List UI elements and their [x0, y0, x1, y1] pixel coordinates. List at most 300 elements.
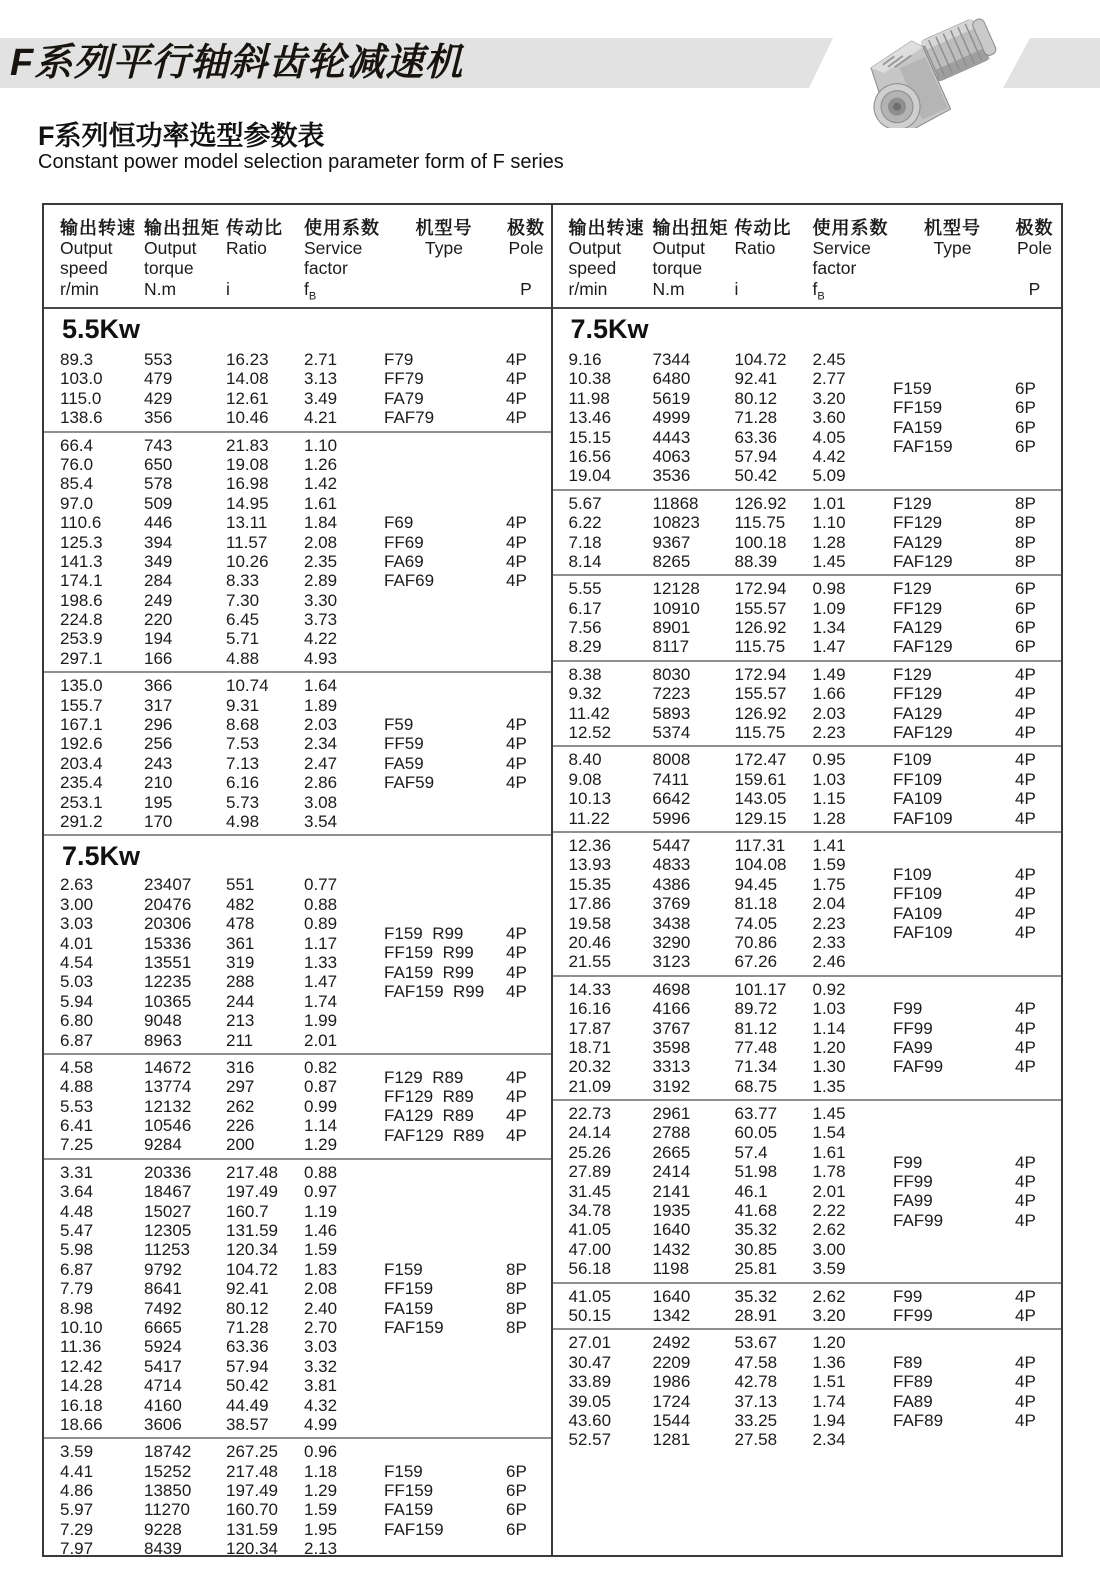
cell-output-speed: 97.0	[60, 493, 94, 513]
table-row	[60, 1442, 384, 1461]
cell-service-factor: 0.95	[812, 750, 846, 770]
type-row	[893, 533, 1061, 552]
cell-ratio: 67.26	[734, 952, 778, 972]
cell-service-factor: 2.33	[812, 932, 846, 952]
type-row	[384, 734, 552, 753]
cell-type: FAF59	[384, 773, 435, 793]
data-block	[553, 660, 1062, 746]
cell-output-speed: 5.97	[60, 1500, 94, 1520]
cell-output-speed: 50.15	[568, 1305, 612, 1325]
table-row	[60, 1202, 384, 1221]
cell-ratio: 197.49	[226, 1481, 278, 1501]
cell-ratio: 37.13	[734, 1391, 778, 1411]
cell-service-factor: 3.60	[812, 408, 846, 428]
cell-service-factor: 3.54	[304, 811, 338, 831]
cell-pole: 4P	[506, 388, 527, 408]
cell-output-speed: 56.18	[568, 1259, 612, 1279]
type-list	[384, 1163, 552, 1434]
cell-type: FA129	[893, 618, 943, 638]
cell-output-speed: 13.93	[568, 855, 612, 875]
type-row	[384, 1106, 552, 1125]
table-row	[569, 637, 894, 656]
cell-type: F159	[893, 379, 932, 399]
table-row	[569, 1182, 894, 1201]
table-row	[569, 933, 894, 952]
cell-service-factor: 0.97	[304, 1182, 338, 1202]
cell-service-factor: 1.28	[812, 532, 846, 552]
type-row	[384, 389, 552, 408]
type-row	[893, 618, 1061, 637]
cell-output-torque: 349	[144, 551, 173, 571]
type-row	[893, 599, 1061, 618]
cell-ratio: 16.98	[226, 474, 269, 494]
type-row	[893, 513, 1061, 532]
cell-output-torque: 5374	[652, 723, 691, 743]
type-row	[893, 999, 1061, 1018]
cell-ratio: 81.12	[734, 1018, 778, 1038]
cell-service-factor: 1.64	[304, 676, 338, 696]
cell-output-speed: 3.03	[60, 914, 94, 934]
cell-service-factor: 1.61	[304, 493, 338, 513]
cell-output-torque: 10910	[652, 598, 700, 618]
cell-pole: 6P	[506, 1461, 527, 1481]
cell-ratio: 57.94	[734, 446, 778, 466]
type-row	[893, 552, 1061, 571]
cell-output-speed: 11.36	[60, 1337, 102, 1357]
table-row	[569, 1411, 894, 1430]
data-rows	[553, 350, 894, 486]
cell-output-speed: 47.00	[568, 1239, 612, 1259]
cell-output-torque: 366	[144, 676, 173, 696]
header-cell-ratio	[226, 218, 304, 308]
cell-output-torque: 10365	[144, 991, 192, 1011]
cell-output-speed: 15.15	[568, 427, 612, 447]
table-row	[60, 914, 384, 933]
cell-service-factor: 2.46	[812, 952, 846, 972]
cell-pole: 4P	[506, 350, 527, 369]
cell-output-torque: 8265	[652, 551, 691, 571]
type-row	[893, 809, 1061, 828]
header-cell-torque	[653, 218, 735, 308]
type-row	[893, 1353, 1061, 1372]
table-row	[60, 533, 384, 552]
cell-output-torque: 8963	[144, 1030, 182, 1050]
cell-output-torque: 3767	[652, 1018, 691, 1038]
cell-pole: 8P	[1015, 551, 1036, 571]
cell-output-speed: 39.05	[568, 1391, 612, 1411]
type-list	[893, 836, 1061, 972]
cell-type: F109	[893, 865, 932, 885]
table-row	[60, 1058, 384, 1077]
cell-output-speed: 4.48	[60, 1201, 94, 1221]
header-zh-label: 输出扭矩	[652, 218, 729, 238]
header-unit-label: P	[1028, 279, 1041, 299]
header-cell-pole	[1013, 218, 1057, 308]
cell-output-speed: 253.9	[60, 629, 103, 649]
cell-ratio: 143.05	[734, 789, 787, 809]
cell-output-speed: 5.53	[60, 1096, 94, 1116]
cell-output-speed: 4.58	[60, 1057, 94, 1077]
type-row	[384, 754, 552, 773]
cell-service-factor: 1.10	[304, 435, 338, 455]
cell-service-factor: 4.42	[812, 446, 846, 466]
cell-output-torque: 20306	[144, 914, 192, 934]
header-unit-label: r/min	[60, 279, 99, 299]
cell-output-speed: 6.41	[60, 1116, 94, 1136]
cell-pole: 4P	[1015, 1018, 1036, 1038]
type-row	[384, 963, 552, 982]
cell-output-torque: 479	[144, 369, 173, 389]
cell-pole: 4P	[1015, 1191, 1036, 1211]
data-rows	[44, 350, 384, 428]
cell-output-speed: 3.00	[60, 894, 94, 914]
cell-ratio: 197.49	[226, 1182, 278, 1202]
cell-output-torque: 356	[144, 408, 173, 428]
cell-type: FA89	[893, 1391, 933, 1411]
cell-service-factor: 2.22	[812, 1201, 846, 1221]
type-row	[893, 1392, 1061, 1411]
cell-output-torque: 8439	[144, 1539, 182, 1555]
cell-output-torque: 5417	[144, 1356, 182, 1376]
cell-service-factor: 1.94	[812, 1410, 846, 1430]
cell-service-factor: 1.33	[304, 952, 338, 972]
data-block	[553, 347, 1062, 489]
table-row	[569, 855, 894, 874]
cell-output-torque: 166	[144, 648, 173, 668]
table-row	[60, 408, 384, 427]
cell-output-speed: 16.56	[568, 446, 612, 466]
data-block	[44, 1158, 551, 1437]
cell-type: FF159 R99	[384, 943, 474, 963]
header-zh-label: 传动比	[226, 218, 283, 238]
cell-ratio: 71.28	[226, 1317, 269, 1337]
table-row	[60, 1011, 384, 1030]
cell-pole: 4P	[1015, 1391, 1036, 1411]
cell-ratio: 89.72	[734, 999, 778, 1019]
cell-output-torque: 9284	[144, 1135, 182, 1155]
cell-ratio: 80.12	[734, 388, 778, 408]
cell-output-torque: 5924	[144, 1337, 182, 1357]
table-row	[60, 972, 384, 991]
header-unit-label	[893, 278, 1013, 300]
type-list	[893, 494, 1061, 572]
cell-output-speed: 9.08	[568, 769, 602, 789]
type-row	[893, 398, 1061, 417]
type-list	[893, 579, 1061, 657]
table-row	[60, 1318, 384, 1337]
cell-service-factor: 3.20	[812, 388, 846, 408]
cell-service-factor: 0.99	[304, 1096, 338, 1116]
cell-service-factor: 1.99	[304, 1011, 338, 1031]
cell-ratio: 38.57	[226, 1414, 269, 1434]
cell-service-factor: 1.15	[812, 789, 846, 809]
table-row	[60, 1116, 384, 1135]
cell-output-speed: 167.1	[60, 715, 103, 735]
cell-type: FF109	[893, 884, 943, 904]
cell-output-torque: 1640	[652, 1220, 691, 1240]
table-row	[60, 649, 384, 668]
cell-output-torque: 23407	[144, 875, 192, 895]
cell-service-factor: 1.01	[812, 493, 846, 513]
cell-output-torque: 210	[144, 773, 173, 793]
cell-output-speed: 19.58	[568, 913, 612, 933]
table-row	[60, 1481, 384, 1500]
cell-service-factor: 3.08	[304, 792, 338, 812]
cell-service-factor: 3.49	[304, 388, 338, 408]
header-zh-label: 机型号	[415, 218, 473, 238]
type-row	[893, 494, 1061, 513]
page-banner-title: F系列平行轴斜齿轮减速机	[10, 42, 464, 84]
cell-output-speed: 16.18	[60, 1395, 103, 1415]
type-row	[893, 418, 1061, 437]
cell-ratio: 13.11	[226, 513, 268, 533]
cell-ratio: 159.61	[734, 769, 787, 789]
header-zh-label: 输出转速	[568, 218, 645, 238]
cell-output-speed: 66.4	[60, 435, 94, 455]
type-list	[384, 1442, 552, 1555]
cell-service-factor: 1.59	[304, 1500, 338, 1520]
cell-output-speed: 10.38	[568, 369, 612, 389]
table-row	[569, 704, 894, 723]
cell-service-factor: 2.62	[812, 1286, 846, 1306]
table-row	[60, 992, 384, 1011]
type-row	[893, 1287, 1061, 1306]
cell-ratio: 77.48	[734, 1037, 778, 1057]
cell-pole: 8P	[1015, 532, 1036, 552]
cell-service-factor: 1.28	[812, 808, 846, 828]
cell-output-torque: 4698	[652, 979, 691, 999]
type-row	[384, 773, 552, 792]
table-row	[60, 1077, 384, 1096]
header-en-label: Pole	[508, 238, 544, 258]
table-row	[60, 812, 384, 831]
data-rows	[553, 1104, 894, 1279]
table-row	[60, 1182, 384, 1201]
cell-output-torque: 3606	[144, 1414, 182, 1434]
type-list	[893, 350, 1061, 486]
cell-output-speed: 89.3	[60, 350, 94, 369]
doc-title-en: Constant power model selection parameter form of F series	[38, 151, 564, 173]
cell-ratio: 126.92	[734, 618, 787, 638]
cell-output-torque: 243	[144, 753, 173, 773]
cell-pole: 4P	[1015, 1152, 1036, 1172]
header-en-label: Service	[304, 238, 363, 258]
cell-ratio: 81.18	[734, 894, 778, 914]
table-row	[60, 369, 384, 388]
cell-ratio: 33.25	[734, 1410, 778, 1430]
column-header	[553, 205, 1062, 309]
header-en-label: Pole	[1016, 238, 1053, 258]
table-row	[60, 1299, 384, 1318]
cell-type: FA159	[893, 417, 943, 437]
table-row	[569, 408, 894, 427]
cell-service-factor: 3.81	[304, 1376, 338, 1396]
cell-output-torque: 18467	[144, 1182, 192, 1202]
table-row	[60, 1357, 384, 1376]
header-cell-factor	[304, 218, 384, 308]
data-block	[44, 347, 551, 431]
cell-service-factor: 1.47	[304, 972, 338, 992]
type-row	[384, 1279, 552, 1298]
cell-type: FAF69	[384, 571, 435, 591]
table-row	[569, 836, 894, 855]
cell-pole: 4P	[1015, 750, 1036, 770]
cell-pole: 4P	[506, 943, 527, 963]
table-row	[60, 1337, 384, 1356]
table-row	[569, 552, 894, 571]
cell-pole: 4P	[1015, 664, 1036, 684]
cell-service-factor: 1.95	[304, 1519, 338, 1539]
cell-type: FAF159	[384, 1317, 444, 1337]
cell-ratio: 71.28	[734, 408, 778, 428]
power-section-title: 7.5Kw	[570, 314, 649, 344]
cell-output-torque: 394	[144, 532, 173, 552]
header-cell-speed	[569, 218, 653, 308]
table-row	[569, 1220, 894, 1239]
cell-type: FF99	[893, 1305, 933, 1325]
cell-service-factor: 0.87	[304, 1077, 338, 1097]
header-cell-type	[384, 218, 504, 308]
cell-service-factor: 0.88	[304, 1162, 338, 1182]
type-row	[384, 1520, 552, 1539]
cell-output-torque: 5893	[652, 703, 691, 723]
cell-output-speed: 11.98	[568, 388, 610, 408]
cell-ratio: 94.45	[734, 874, 778, 894]
type-row	[384, 1299, 552, 1318]
cell-output-torque: 1724	[652, 1391, 691, 1411]
header-unit-label: P	[520, 279, 532, 299]
cell-output-speed: 17.87	[568, 1018, 612, 1038]
cell-ratio: 63.36	[226, 1337, 269, 1357]
doc-title-zh: F系列恒功率选型参数表	[38, 121, 325, 151]
table-row	[569, 1123, 894, 1142]
cell-output-speed: 8.29	[568, 637, 602, 657]
cell-pole: 4P	[506, 773, 527, 793]
cell-service-factor: 2.45	[812, 350, 846, 369]
table-row	[60, 734, 384, 753]
cell-ratio: 361	[226, 933, 255, 953]
table-row	[569, 466, 894, 485]
cell-output-speed: 4.41	[60, 1461, 94, 1481]
cell-output-speed: 19.04	[568, 466, 612, 486]
cell-ratio: 217.48	[226, 1461, 278, 1481]
header-unit-label: N.m	[652, 279, 685, 299]
data-rows	[553, 750, 894, 828]
cell-output-torque: 2141	[652, 1181, 691, 1201]
header-unit-subscript: B	[817, 290, 825, 303]
cell-output-torque: 10823	[652, 513, 700, 533]
cell-ratio: 16.23	[226, 350, 269, 369]
cell-output-torque: 2961	[652, 1104, 691, 1124]
cell-output-speed: 135.0	[60, 676, 103, 696]
cell-ratio: 217.48	[226, 1162, 278, 1182]
header-cell-speed	[60, 218, 144, 308]
cell-pole: 6P	[506, 1481, 527, 1501]
cell-ratio: 4.98	[226, 811, 260, 831]
cell-ratio: 71.34	[734, 1057, 778, 1077]
type-list	[384, 1058, 552, 1155]
table-row	[60, 895, 384, 914]
cell-pole: 4P	[1015, 1410, 1036, 1430]
header-unit-subscript: B	[308, 290, 317, 303]
table-row	[60, 610, 384, 629]
cell-service-factor: 1.20	[812, 1037, 846, 1057]
cell-type: FAF159	[384, 1519, 444, 1539]
type-row	[893, 1038, 1061, 1057]
cell-service-factor: 2.86	[304, 773, 338, 793]
cell-pole: 6P	[1015, 437, 1036, 457]
cell-output-torque: 3438	[652, 913, 691, 933]
header-en-label: Ratio	[734, 238, 776, 258]
cell-type: FA59	[384, 753, 424, 773]
cell-output-speed: 6.87	[60, 1030, 94, 1050]
cell-ratio: 115.75	[734, 723, 786, 743]
cell-service-factor: 1.74	[304, 991, 338, 1011]
cell-service-factor: 1.29	[304, 1481, 338, 1501]
cell-output-speed: 12.52	[568, 723, 612, 743]
cell-service-factor: 1.59	[304, 1240, 338, 1260]
cell-output-torque: 4443	[652, 427, 691, 447]
header-en-label: Ratio	[226, 238, 267, 258]
cell-pole: 4P	[1015, 1171, 1036, 1191]
cell-service-factor: 0.82	[304, 1057, 338, 1077]
cell-type: FA69	[384, 551, 424, 571]
cell-output-speed: 110.6	[60, 513, 102, 533]
type-row	[384, 1481, 552, 1500]
cell-output-speed: 253.1	[60, 792, 103, 812]
header-en-label	[504, 258, 548, 278]
table-row	[60, 1539, 384, 1555]
header-unit-label: i	[226, 279, 230, 299]
cell-ratio: 101.17	[734, 979, 787, 999]
table-row	[569, 1201, 894, 1220]
type-row	[893, 1372, 1061, 1391]
cell-ratio: 19.08	[226, 454, 269, 474]
cell-output-torque: 18742	[144, 1442, 192, 1462]
cell-type: FAF159	[893, 437, 953, 457]
type-row	[893, 904, 1061, 923]
cell-type: F129 R89	[384, 1067, 464, 1087]
table-row	[569, 1430, 894, 1449]
header-unit-label: $f_B$	[304, 279, 317, 303]
table-row	[569, 1057, 894, 1076]
cell-ratio: 160.70	[226, 1500, 278, 1520]
cell-ratio: 14.08	[226, 369, 269, 389]
cell-service-factor: 2.77	[812, 369, 846, 389]
cell-pole: 4P	[1015, 1057, 1036, 1077]
cell-output-torque: 578	[144, 474, 173, 494]
cell-pole: 4P	[506, 1086, 527, 1106]
cell-output-torque: 9367	[652, 532, 691, 552]
cell-service-factor: 1.78	[812, 1162, 846, 1182]
cell-output-torque: 5996	[652, 808, 691, 828]
cell-type: FA99	[893, 1037, 933, 1057]
cell-service-factor: 1.51	[812, 1372, 846, 1392]
header-en-label: speed	[568, 258, 617, 278]
cell-output-speed: 52.57	[568, 1430, 612, 1450]
cell-ratio: 226	[226, 1116, 255, 1136]
cell-service-factor: 1.26	[304, 454, 338, 474]
cell-ratio: 6.16	[226, 773, 260, 793]
cell-service-factor: 1.61	[812, 1142, 846, 1162]
type-list	[384, 436, 552, 669]
cell-service-factor: 3.59	[812, 1259, 846, 1279]
cell-ratio: 92.41	[734, 369, 778, 389]
table-row	[569, 1287, 894, 1306]
cell-output-torque: 1342	[652, 1305, 691, 1325]
cell-type: FA99	[893, 1191, 933, 1211]
table-row	[569, 809, 894, 828]
